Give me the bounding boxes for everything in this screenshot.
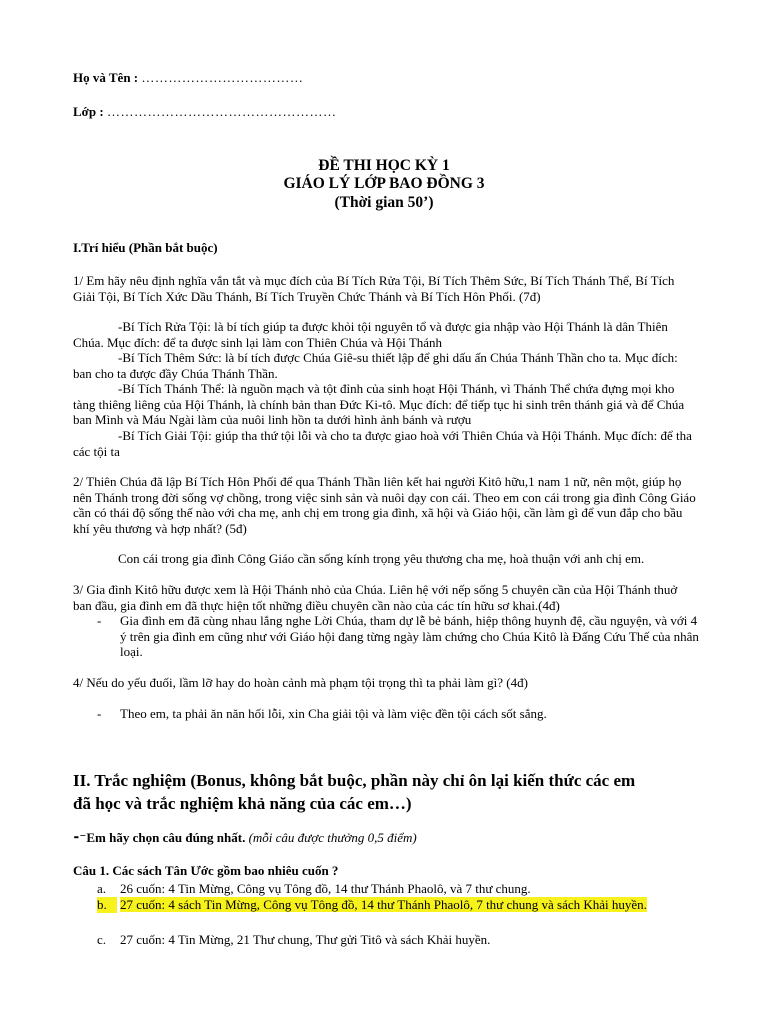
question-2: 2/ Thiên Chúa đã lập Bí Tích Hôn Phối để qua Thánh Thần liên kết hai người Kitô hữu,1 nam 1 nữ, nên một, giúp họ nên Thánh trong đời sống vợ chồng, trong việc sinh sản và nuôi dạy con cái. Theo em con cái trong gia đình Công Giáo cần có thái độ sống thế nào với cha mẹ, anh chị em trong gia đình, xã hội và Giáo hội, cần làm gì để vun đắp cho bầu khí yêu thương và hợp nhất? (5đ) xyxy=(73,474,696,536)
instruction-bold: Em hãy chọn câu đúng nhất. xyxy=(86,830,246,845)
instruction-marker: ⁃⁻ xyxy=(73,830,87,845)
instruction-line xyxy=(73,830,417,846)
class-label: Lớp : xyxy=(73,104,104,119)
answer-1-rua-toi: -Bí Tích Rửa Tội: là bí tích giúp ta được khỏi tội nguyên tổ và được gia nhập vào Hội Thánh là dân Thiên Chúa. Mục đích: để ta được sinh lại làm con Thiên Chúa và Hội Thánh xyxy=(73,319,668,350)
question-3: 3/ Gia đình Kitô hữu được xem là Hội Thánh nhỏ của Chúa. Liên hệ với nếp sống 5 chuyên cần của Hội Thánh thuở ban đầu, gia đình em đã thực hiện tốt những điều chuyên cần nào của các tín hữu sơ khai.(4đ) xyxy=(73,582,678,613)
mcq-1-option-c: 27 cuốn: 4 Tin Mừng, 21 Thư chung, Thư gửi Titô và sách Khải huyền. xyxy=(120,932,491,947)
exam-subtitle: GIÁO LÝ LỚP BAO ĐỒNG 3 xyxy=(283,175,485,192)
name-line xyxy=(73,70,303,86)
answer-3-bullet: - xyxy=(97,613,102,628)
mcq-1-question: Câu 1. Các sách Tân Ước gồm bao nhiêu cuốn ? xyxy=(73,863,339,878)
exam-duration: (Thời gian 50’) xyxy=(334,194,434,211)
name-dots: ……………………………… xyxy=(141,70,304,85)
answer-4: Theo em, ta phải ăn năn hối lỗi, xin Cha giải tội và làm việc đền tội cách sốt sắng. xyxy=(120,706,547,721)
answer-2: Con cái trong gia đình Công Giáo cần sống kính trọng yêu thương cha mẹ, hoà thuận với anh chị em. xyxy=(118,551,645,566)
exam-title: ĐỀ THI HỌC KỲ 1 xyxy=(318,157,450,174)
class-line xyxy=(73,104,336,120)
section2-heading-line1: II. Trắc nghiệm (Bonus, không bắt buộc, phần này chỉ ôn lại kiến thức các em xyxy=(73,771,636,790)
section2-heading-line2: đã học và trắc nghiệm khả năng của các em…) xyxy=(73,794,412,813)
mcq-1-option-b xyxy=(120,897,725,913)
mcq-1-option-c-letter: c. xyxy=(97,932,107,947)
instruction-italic: (mỗi câu được thưởng 0,5 điểm) xyxy=(248,830,417,845)
mcq-1-option-a-letter: a. xyxy=(97,881,107,896)
question-1: 1/ Em hãy nêu định nghĩa vắn tắt và mục đích của Bí Tích Rửa Tội, Bí Tích Thêm Sức, Bí Tích Thánh Thể, Bí Tích Giải Tội, Bí Tích Xức Dầu Thánh, Bí Tích Truyền Chức Thánh và Bí Tích Hôn Phối. (7đ) xyxy=(73,273,675,304)
answer-3: Gia đình em đã cùng nhau lắng nghe Lời Chúa, tham dự lễ bẻ bánh, hiệp thông huynh đệ, cầu nguyện, và với 4 ý trên gia đình em cũng như với Giáo hội đang từng ngày làm chứng cho Chúa Kitô là Đấng Cứu Thế của nhân loại. xyxy=(120,613,699,659)
answer-1-them-suc: -Bí Tích Thêm Sức: là bí tích được Chúa Giê-su thiết lập để ghi dấu ấn Chúa Thánh Thần cho ta. Mục đích: ban cho ta được đầy Chúa Thánh Thần. xyxy=(73,350,678,381)
question-4: 4/ Nếu do yếu đuối, lầm lỡ hay do hoàn cảnh mà phạm tội trọng thì ta phải làm gì? (4đ) xyxy=(73,675,528,690)
name-label: Họ và Tên : xyxy=(73,70,139,85)
section1-heading: I.Trí hiểu (Phần bắt buộc) xyxy=(73,240,218,255)
mcq-1-option-b-text: 27 cuốn: 4 sách Tin Mừng, Công vụ Tông đồ, 14 thư Thánh Phaolô, 7 thư chung và sách Khải huyền. xyxy=(120,897,647,912)
answer-1-thanh-the: -Bí Tích Thánh Thể: là nguồn mạch và tột đỉnh của sinh hoạt Hội Thánh, vì Thánh Thể chứa đựng mọi kho tàng thiêng liêng của Hội Thánh, là chính bản than Đức Ki-tô. Mục đích: để tiếp tục hi sinh trên thánh giá và để Chúa ban Mình và Máu Ngài làm của nuôi linh hồn ta dưới hình ảnh bánh và rượu xyxy=(73,381,685,427)
mcq-1-option-a: 26 cuốn: 4 Tin Mừng, Công vụ Tông đồ, 14 thư Thánh Phaolô, và 7 thư chung. xyxy=(120,881,531,896)
class-dots: …………………………………………… xyxy=(106,104,337,119)
answer-1-giai-toi: -Bí Tích Giải Tội: giúp tha thứ tội lỗi và cho ta được giao hoà với Thiên Chúa và Hội Thánh. Mục đích: để tha các tội ta xyxy=(73,428,692,459)
answer-4-bullet: - xyxy=(97,706,102,721)
mcq-1-option-b-letter: b. xyxy=(97,897,117,913)
